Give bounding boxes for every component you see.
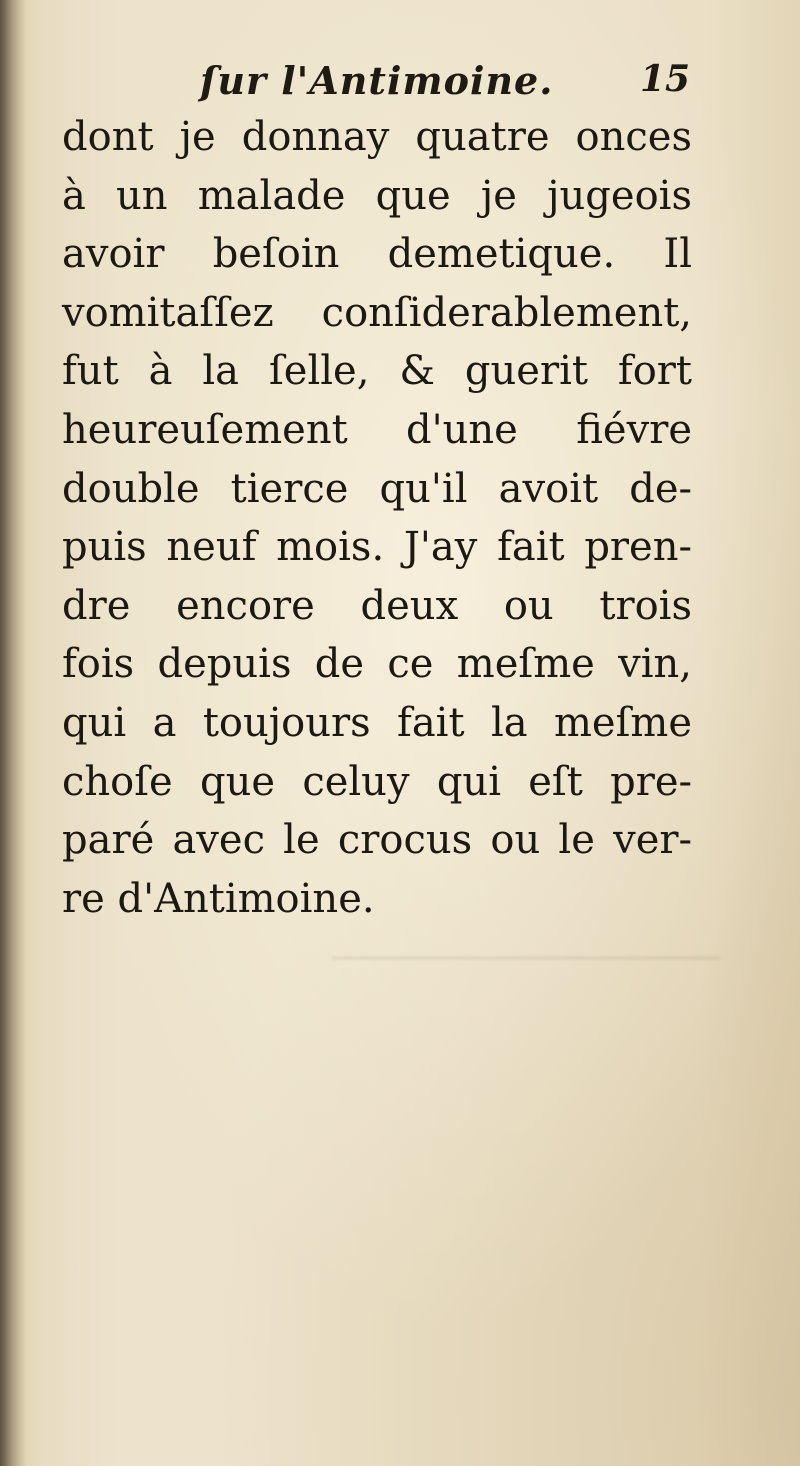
running-head: ſur l'Antimoine. (200, 58, 554, 103)
show-through-from-reverse: ────────────── (332, 931, 720, 985)
text-line: à un malade que je jugeois (62, 172, 692, 219)
text-line-last: re d'Antimoine. (62, 875, 375, 922)
text-line: heureuſement d'une fiévre (62, 406, 692, 453)
text-line: fut à la ſelle, & guerit fort (62, 348, 692, 395)
page-number: 15 (640, 58, 691, 100)
text-line: dre encore deux ou trois (62, 582, 692, 629)
text-line: double tierce qu'il avoit de- (62, 465, 692, 512)
text-line: choſe que celuy qui eſt pre- (62, 758, 692, 805)
text-line: fois depuis de ce meſme vin, (62, 641, 692, 688)
book-gutter-shadow (0, 0, 26, 1466)
body-text (62, 108, 692, 928)
text-line: dont je donnay quatre onces (62, 114, 692, 160)
text-line: avoir beſoin demetique. Il (62, 231, 692, 278)
text-line: qui a toujours fait la meſme (62, 699, 692, 746)
text-line: vomitaſſez conſiderablement, (62, 289, 692, 336)
text-line: paré avec le crocus ou le ver- (62, 817, 692, 864)
text-line: puis neuf mois. J'ay fait pren- (62, 524, 692, 571)
